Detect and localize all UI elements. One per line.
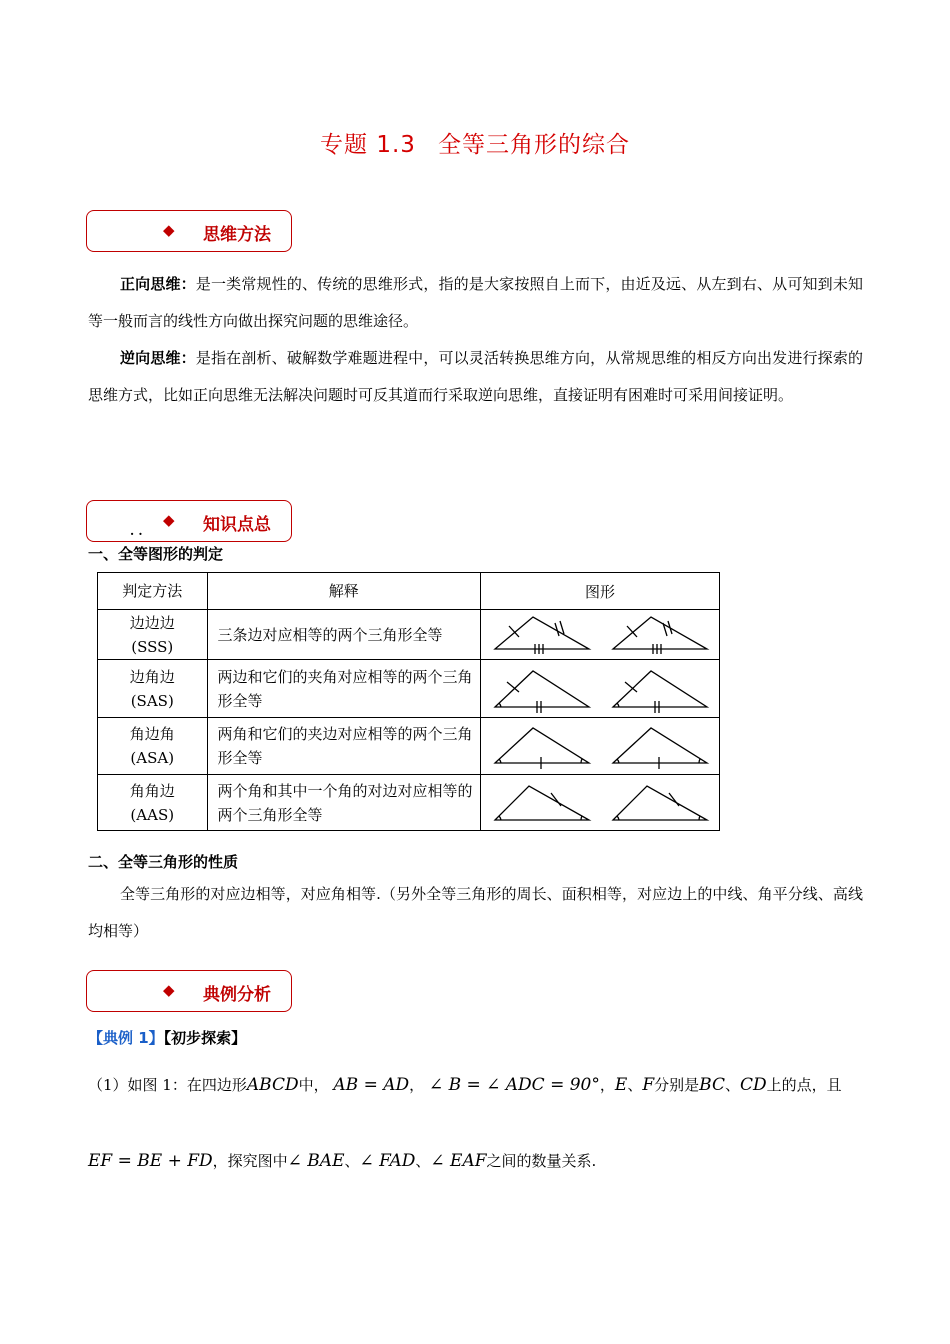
dots-mark: · · xyxy=(130,527,143,541)
math-abcd: ABCD xyxy=(246,1075,299,1095)
text: ， xyxy=(409,1076,425,1094)
text: ， xyxy=(599,1076,615,1094)
aas-triangles-figure xyxy=(481,776,719,830)
diamond-icon: ◆ xyxy=(163,981,175,999)
properties-text: 全等三角形的对应边相等，对应角相等.（另外全等三角形的周长、面积相等，对应边上的中线、角平分线、高线均相等） xyxy=(88,885,863,940)
math-cd: CD xyxy=(739,1075,767,1095)
sss-triangles-figure xyxy=(481,611,719,659)
forward-label: 正向思维： xyxy=(120,275,196,293)
table-row xyxy=(98,718,720,775)
method-cell xyxy=(98,775,208,831)
figure-cell xyxy=(480,660,719,718)
table-row xyxy=(98,775,720,831)
asa-triangles-figure xyxy=(481,719,719,774)
text: 、 xyxy=(344,1152,360,1170)
title-number: 专题 1.3 xyxy=(320,132,416,158)
example-line-2 xyxy=(88,1150,596,1171)
method-cell xyxy=(98,718,208,775)
diamond-icon: ◆ xyxy=(163,221,175,239)
page-title xyxy=(0,126,950,159)
title-name: 全等三角形的综合 xyxy=(437,132,630,158)
section-knowledge-label: 知识点总 xyxy=(203,515,271,535)
math-eaf: ∠ EAF xyxy=(430,1151,487,1171)
figure-cell xyxy=(480,610,719,660)
text: 、 xyxy=(724,1076,740,1094)
header-method: 判定方法 xyxy=(98,573,208,610)
math-ef-sum: EF = BE + FD xyxy=(88,1151,213,1171)
figure-cell xyxy=(480,718,719,775)
section-examples-box xyxy=(86,970,292,1012)
math-f: F xyxy=(642,1075,655,1095)
desc-cell: 两个角和其中一个角的对边对应相等的两个三角形全等 xyxy=(207,775,480,831)
text: ，探究图中 xyxy=(212,1152,288,1170)
method-cell xyxy=(98,610,208,660)
desc-cell: 两角和它们的夹边对应相等的两个三角形全等 xyxy=(207,718,480,775)
example-topic: 【初步探索】 xyxy=(163,1029,247,1047)
table-row xyxy=(98,610,720,660)
math-fad: ∠ FAD xyxy=(359,1151,416,1171)
header-explain: 解释 xyxy=(207,573,480,610)
desc-cell: 三条边对应相等的两个三角形全等 xyxy=(207,610,480,660)
header-figure: 图形 xyxy=(480,573,719,610)
math-bae: ∠ BAE xyxy=(287,1151,345,1171)
math-angle-eq: ∠ B = ∠ ADC = 90° xyxy=(428,1075,600,1095)
text: 、 xyxy=(627,1076,643,1094)
example-line-1 xyxy=(88,1074,842,1095)
method-abbr: (AAS) xyxy=(130,805,175,824)
math-e: E xyxy=(614,1075,628,1095)
text: 分别是 xyxy=(654,1076,700,1094)
diamond-icon: ◆ xyxy=(163,511,175,529)
text: 、 xyxy=(415,1152,431,1170)
example-tag-line xyxy=(88,1027,246,1048)
heading-criteria: 一、全等图形的判定 xyxy=(88,545,224,563)
figure-cell xyxy=(480,775,719,831)
math-bc: BC xyxy=(699,1075,725,1095)
section-knowledge-box xyxy=(86,500,292,542)
properties-paragraph xyxy=(88,876,863,950)
section-thinking-label: 思维方法 xyxy=(203,225,271,245)
example-tag: 【典例 1】 xyxy=(88,1029,164,1047)
text: 之间的数量关系. xyxy=(486,1152,597,1170)
forward-text: 是一类常规性的、传统的思维形式，指的是大家按照自上而下，由近及远、从左到右、从可知到未知等一般而言的线性方向做出探究问题的思维途径。 xyxy=(88,275,863,330)
section-examples-label: 典例分析 xyxy=(203,985,271,1005)
method-cell xyxy=(98,660,208,718)
method-abbr: (ASA) xyxy=(130,749,175,767)
sas-triangles-figure xyxy=(481,661,719,717)
criteria-table xyxy=(97,572,720,831)
forward-thinking-paragraph xyxy=(88,266,863,340)
text: 中， xyxy=(298,1076,329,1094)
method-name: 边边边 xyxy=(129,613,175,632)
reverse-text: 是指在剖析、破解数学难题进程中，可以灵活转换思维方向，从常规思维的相反方向出发进行探索的思维方式，比如正向思维无法解决问题时可反其道而行采取逆向思维，直接证明有困难时可采用间接证明。 xyxy=(88,349,863,404)
math-ab-ad: AB = AD xyxy=(333,1075,410,1095)
method-name: 边角边 xyxy=(129,667,175,686)
method-name: 角边角 xyxy=(129,725,175,743)
text: （1）如图 1：在四边形 xyxy=(88,1076,247,1094)
method-abbr: (SSS) xyxy=(131,637,174,656)
section-thinking-box xyxy=(86,210,292,252)
table-header-row xyxy=(98,573,720,610)
reverse-thinking-paragraph xyxy=(88,340,863,414)
reverse-label: 逆向思维： xyxy=(120,349,196,367)
text: 上的点，且 xyxy=(766,1076,842,1094)
desc-cell: 两边和它们的夹角对应相等的两个三角形全等 xyxy=(207,660,480,718)
method-abbr: (SAS) xyxy=(130,691,174,710)
table-row xyxy=(98,660,720,718)
heading-properties: 二、全等三角形的性质 xyxy=(88,853,239,871)
method-name: 角角边 xyxy=(129,781,175,800)
